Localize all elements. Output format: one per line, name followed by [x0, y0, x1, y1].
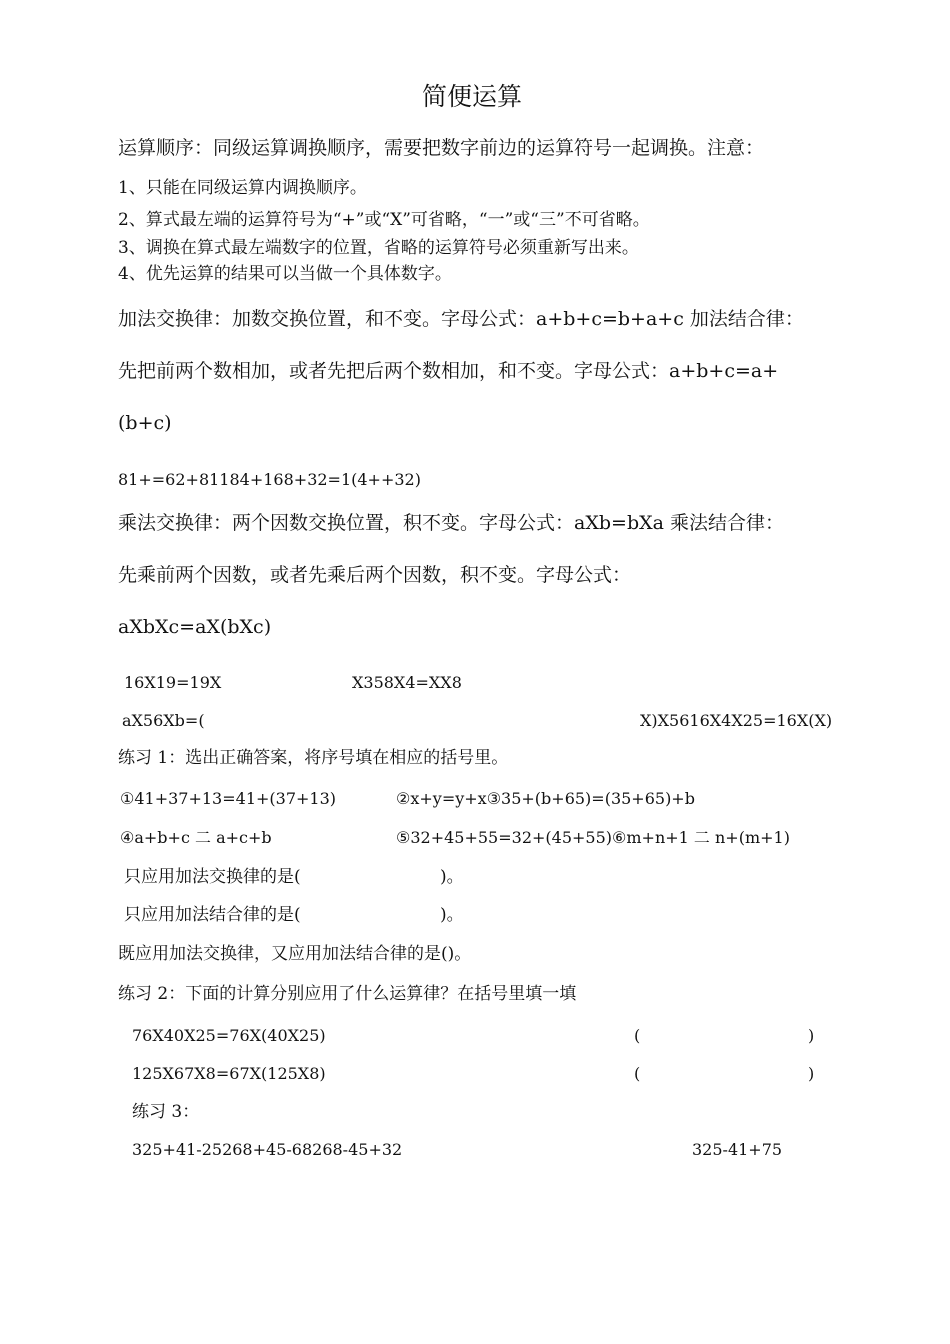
page-title: 简便运算	[422, 82, 523, 111]
practice-1-options-5-6: ⑤32+45+55=32+(45+55)⑥m+n+1 二 n+(m+1)	[396, 828, 790, 847]
note-3: 3、调换在算式最左端数字的位置，省略的运算符号必须重新写出来。	[118, 238, 639, 258]
multiplication-line-2: 先乘前两个因数，或者先乘后两个因数，积不变。字母公式：	[118, 564, 632, 586]
addition-example: 81+=62+81184+168+32=1(4++32)	[118, 470, 421, 489]
addition-line-3: (b+c)	[118, 412, 172, 434]
practice-3-heading: 练习 3：	[132, 1102, 200, 1122]
answer-bracket-close: )	[808, 1064, 815, 1083]
practice-1-question-3: 既应用加法交换律，又应用加法结合律的是()。	[118, 944, 472, 964]
answer-bracket-close: )	[808, 1026, 815, 1045]
practice-2-expression: 125X67X8=67X(125X8)	[132, 1064, 326, 1083]
answer-bracket-close: )。	[440, 867, 464, 887]
practice-1-options-2-3: ②x+y=y+x③35+(b+65)=(35+65)+b	[396, 789, 695, 808]
practice-3-expression-right: 325-41+75	[692, 1140, 783, 1159]
multiplication-line-3: aXbXc=aX(bXc)	[118, 616, 272, 638]
addition-line-1: 加法交换律：加数交换位置，和不变。字母公式：a+b+c=b+a+c 加法结合律：	[118, 308, 804, 330]
note-2: 2、算式最左端的运算符号为“+”或“X”可省略，“一”或“三”不可省略。	[118, 210, 650, 230]
practice-1-heading: 练习 1：选出正确答案，将序号填在相应的括号里。	[118, 748, 509, 768]
note-1: 1、只能在同级运算内调换顺序。	[118, 178, 367, 198]
practice-2-heading: 练习 2：下面的计算分别应用了什么运算律？在括号里填一填	[118, 984, 577, 1004]
intro-line: 运算顺序：同级运算调换顺序，需要把数字前边的运算符号一起调换。注意：	[118, 137, 765, 159]
answer-bracket-open: (	[634, 1026, 641, 1045]
answer-bracket-close: )。	[440, 905, 464, 925]
mult-example-1a: 16X19=19X	[124, 673, 222, 692]
practice-2-expression: 76X40X25=76X(40X25)	[132, 1026, 326, 1045]
mult-example-1b: X358X4=XX8	[352, 673, 462, 692]
practice-3-expression-left: 325+41-25268+45-68268-45+32	[132, 1140, 403, 1159]
note-4: 4、优先运算的结果可以当做一个具体数字。	[118, 264, 452, 284]
practice-1-option-1: ①41+37+13=41+(37+13)	[120, 789, 337, 808]
practice-1-question-1: 只应用加法交换律的是(	[124, 867, 301, 887]
mult-example-2b: X)X5616X4X25=16X(X)	[640, 711, 833, 730]
practice-1-option-4: ④a+b+c 二 a+c+b	[120, 828, 272, 847]
practice-1-question-2: 只应用加法结合律的是(	[124, 905, 301, 925]
multiplication-line-1: 乘法交换律：两个因数交换位置，积不变。字母公式：aXb=bXa 乘法结合律：	[118, 512, 784, 534]
addition-line-2: 先把前两个数相加，或者先把后两个数相加，和不变。字母公式：a+b+c=a+	[118, 360, 779, 382]
answer-bracket-open: (	[634, 1064, 641, 1083]
mult-example-2a: aX56Xb=(	[122, 711, 205, 730]
